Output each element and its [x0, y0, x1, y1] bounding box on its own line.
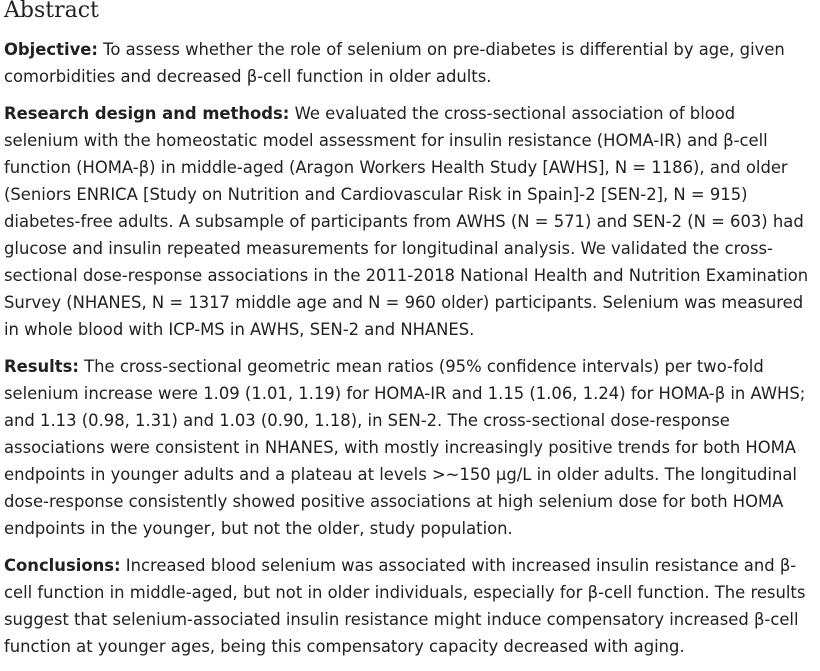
- section-text: The cross-sectional geometric mean ratios (95% confidence intervals) per two-fold selenium increase were 1.09 (1.01, 1.19) for HOMA-IR and 1.15 (1.06, 1.24) for HOMA-β in AWHS; and 1.13 (0.98, 1.31) and 1.03 (0.90, 1.18), in SEN-2. The cross-sectional dose-response associations were consistent in NHANES, with mostly increasingly positive trends for both HOMA endpoints in younger adults and a plateau at levels >~150 μg/L in older adults. The longitudinal dose-response consistently showed positive associations at high selenium dose for both HOMA endpoints in the younger, but not the older, study population.: [4, 357, 806, 538]
- results-section: [4, 353, 814, 542]
- section-label: Objective:: [4, 40, 98, 59]
- methods-section: [4, 100, 814, 343]
- section-label: Research design and methods:: [4, 104, 290, 123]
- abstract-container: [4, 0, 814, 670]
- abstract-heading: Abstract: [4, 0, 99, 23]
- section-label: Results:: [4, 357, 79, 376]
- objective-section: [4, 36, 814, 90]
- conclusions-section: [4, 552, 814, 660]
- section-text: To assess whether the role of selenium on pre-diabetes is differential by age, given comorbidities and decreased β-cell function in older adults.: [4, 40, 785, 86]
- section-label: Conclusions:: [4, 556, 121, 575]
- section-text: Increased blood selenium was associated with increased insulin resistance and β-cell function in middle-aged, but not in older individuals, especially for β-cell function. The results suggest that selenium-associated insulin resistance might induce compensatory increased β-cell function at younger ages, being this compensatory capacity decreased with aging.: [4, 556, 806, 656]
- section-text: We evaluated the cross-sectional association of blood selenium with the homeostatic model assessment for insulin resistance (HOMA-IR) and β-cell function (HOMA-β) in middle-aged (Aragon Workers Health Study [AWHS], N = 1186), and older (Seniors ENRICA [Study on Nutrition and Cardiovascular Risk in Spain]-2 [SEN-2], N = 915) diabetes-free adults. A subsample of participants from AWHS (N = 571) and SEN-2 (N = 603) had glucose and insulin repeated measurements for longitudinal analysis. We validated the cross-sectional dose-response associations in the 2011-2018 National Health and Nutrition Examination Survey (NHANES, N = 1317 middle age and N = 960 older) participants. Selenium was measured in whole blood with ICP-MS in AWHS, SEN-2 and NHANES.: [4, 104, 809, 339]
